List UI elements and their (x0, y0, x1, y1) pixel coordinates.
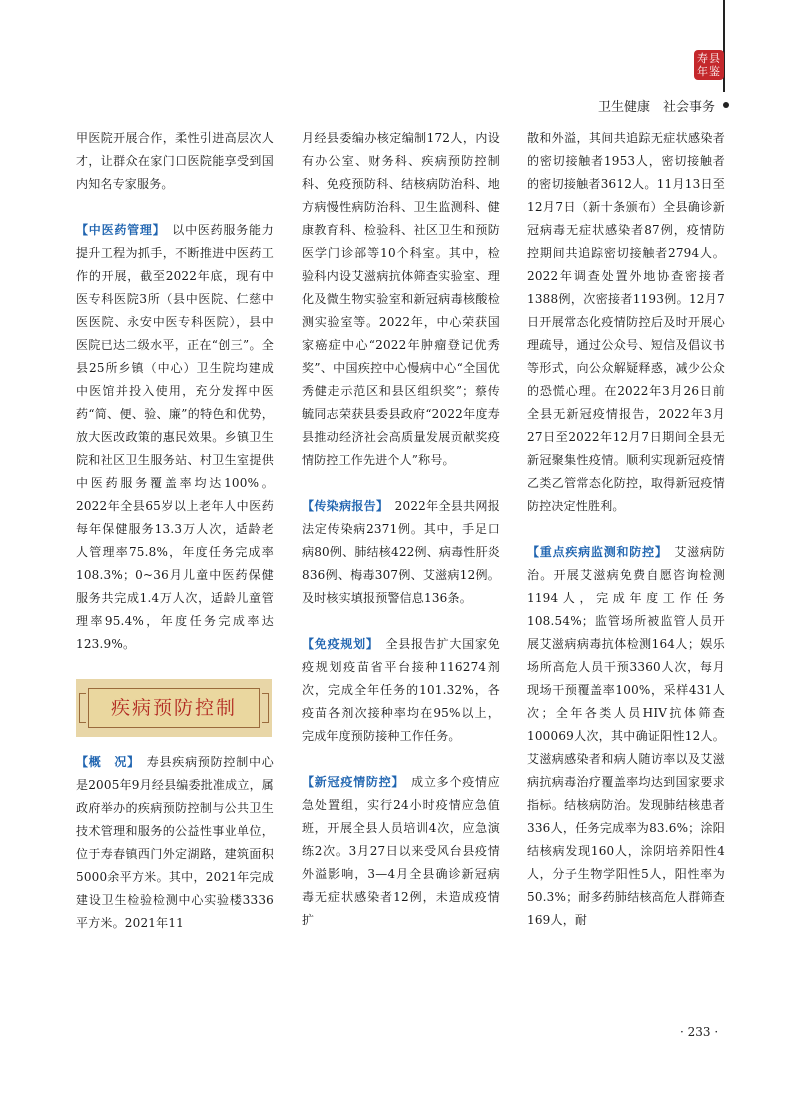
yearbook-seal: 寿县 年鉴 (694, 50, 724, 80)
column-1 (76, 127, 274, 958)
paragraph-immunization (302, 633, 500, 748)
section-body-tcm: 以中医药服务能力提升工程为抓手，不断推进中医药工作的开展，截至2022年底，现有中医专科医院3所（县中医院、仁慈中医医院、永安中医专科医院），县中医院已达二级水平，正在“创三”。全县25所乡镇（中心）卫生院均建成中医馆并投入使用，充分发挥中医药“简、便、验、廉”的特色和优势，放大医改政策的惠民效果。乡镇卫生院和社区卫生服务站、村卫生室提供中医药服务覆盖率均达100%。2022年全县65岁以上老年人中医药每年保健服务13.3万人次，适龄老人管理率75.8%，年度任务完成率108.3%；0~36月儿童中医药保健服务共完成1.4万人次，适龄儿童管理率95.4%，年度任务完成率达123.9%。 (76, 223, 274, 651)
paragraph-key-disease (527, 541, 725, 932)
column-2 (302, 127, 500, 955)
section-body-overview: 寿县疾病预防控制中心是2005年9月经县编委批准成立，属政府举办的疾病预防控制与公共卫生技术管理和服务的公益性事业单位，位于寿春镇西门外定湖路，建筑面积5000余平方米。其中，2021年完成建设卫生检验检测中心实验楼3336平方米。2021年11 (76, 755, 274, 930)
paragraph-covid (302, 771, 500, 932)
section-heading-covid: 【新冠疫情防控】 (302, 775, 399, 789)
section-heading-tcm: 【中医药管理】 (76, 223, 160, 237)
section-body-immunization: 全县报告扩大国家免疫规划疫苗省平台接种116274剂次，完成全年任务的101.32%，各疫苗各剂次接种率均在95%以上，完成年度预防接种工作任务。 (302, 637, 500, 743)
banner-frame (88, 688, 260, 728)
section-body-covid: 成立多个疫情应急处置组，实行24小时疫情应急值班，开展全县人员培训4次，应急演练2次。3月27日以来受风台县疫情外溢影响，3—4月全县确诊新冠病毒无症状感染者12例，未造成疫情扩 (302, 775, 500, 927)
page-number: · 233 · (680, 1025, 719, 1039)
section-heading-key-disease: 【重点疾病监测和防控】 (527, 545, 662, 559)
paragraph-infectious (302, 495, 500, 610)
paragraph-overview (76, 751, 274, 935)
header-dot (723, 102, 729, 108)
chapter-title: 疾病预防控制 (110, 696, 237, 719)
paragraph-tcm (76, 219, 274, 656)
paragraph: 月经县委编办核定编制172人，内设有办公室、财务科、疾病预防控制科、免疫预防科、结核病防治科、地方病慢性病防治科、卫生监测科、健康教育科、检验科、社区卫生和预防医学门诊部等10个科室。其中，检验科内设艾滋病抗体筛查实验室、理化及微生物实验室和新冠病毒核酸检测实验室等。2022年，中心荣获国家癌症中心“2022年肿瘤登记优秀奖”、中国疾控中心慢病中心“全国优秀健走示范区和县区组织奖”；蔡传毓同志荣获县委县政府“2022年度寿县推动经济社会高质量发展贡献奖疫情防控工作先进个人”称号。 (302, 131, 500, 467)
section-body-key-disease: 艾滋病防治。开展艾滋病免费自愿咨询检测1194人，完成年度工作任务108.54%；监管场所被监管人员开展艾滋病病毒抗体检测164人；娱乐场所高危人员干预3360人次，每月现场干预覆盖率100%，采样431人次；全年各类人员HIV抗体筛查100069人次，其中确证阳性12人。艾滋病感染者和病人随访率以及艾滋病抗病毒治疗覆盖率均达到国家要求指标。结核病防治。发现肺结核患者336人，任务完成率为83.6%；涂阳结核病发现160人，涂阴培养阳性4人，分子生物学阳性5人，阳性率为50.3%；耐多药肺结核高危人群筛查169人，耐 (527, 545, 725, 927)
paragraph: 散和外溢，其间共追踪无症状感染者的密切接触者1953人，密切接触者的密切接触者3612人。11月13日至12月7日（新十条颁布）全县确诊新冠病毒无症状感染者87例，疫情防控期间共追踪密切接触者2794人。2022年调查处置外地协查密接者1388例，次密接者1193例。12月7日开展常态化疫情防控后及时开展心理疏导，通过公众号、短信及倡议书等形式，向公众解疑释惑，减少公众的恐慌心理。在2022年3月26日前全县无新冠疫情报告，2022年3月27日至2022年12月7日期间全县无新冠聚集性疫情。顺利实现新冠疫情乙类乙管常态化防控，取得新冠疫情防控决定性胜利。 (527, 131, 725, 513)
paragraph: 甲医院开展合作，柔性引进高层次人才，让群众在家门口医院能享受到国内知名专家服务。 (76, 131, 274, 191)
column-3 (527, 127, 725, 955)
section-header: 卫生健康 社会事务 (597, 100, 715, 115)
chapter-banner (76, 679, 272, 737)
section-heading-immunization: 【免疫规划】 (302, 637, 373, 651)
section-heading-overview: 【概 况】 (76, 755, 134, 769)
section-body-infectious: 2022年全县共网报法定传染病2371例。其中，手足口病80例、肺结核422例、病毒性肝炎836例、梅毒307例、艾滋病12例。及时核实填报预警信息136条。 (302, 499, 500, 605)
section-heading-infectious: 【传染病报告】 (302, 499, 383, 513)
